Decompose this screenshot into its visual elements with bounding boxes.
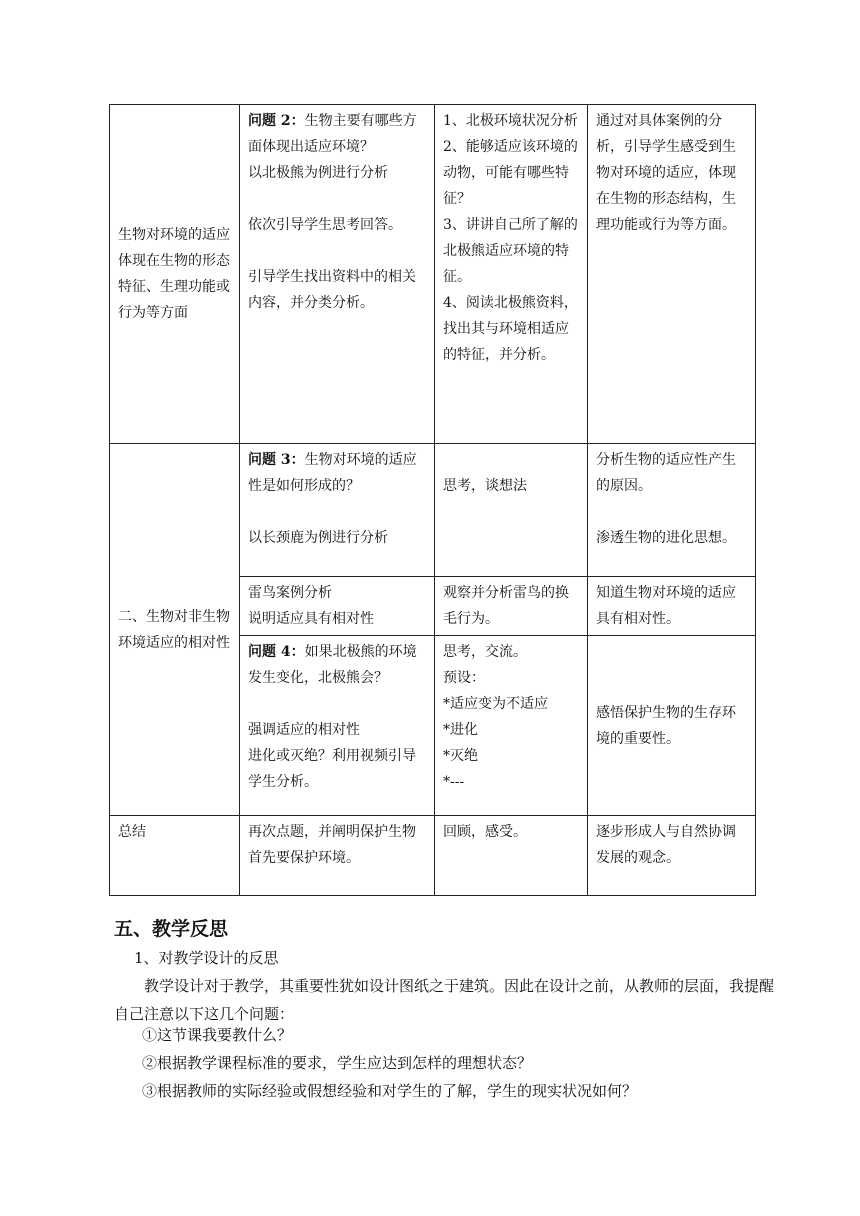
paragraph: 教学设计对于教学，其重要性犹如设计图纸之于建筑。因此在设计之前，从教师的层面，我提醒自己注意以下这几个问题：	[114, 977, 775, 1023]
question-item: ①这节课我要教什么？	[142, 1026, 293, 1044]
design-intent-cell	[588, 816, 756, 896]
stage-text: 二、生物对非生物环境适应的相对性	[118, 608, 230, 651]
teacher-line: 说明适应具有相对性	[248, 611, 374, 627]
student-line: *适应变为不适应	[443, 696, 548, 712]
section-subtitle: 1、对教学设计的反思	[134, 949, 279, 967]
teacher-line: 雷鸟案例分析	[248, 585, 332, 601]
question-label: 问题 3：	[248, 452, 305, 468]
design-intent-cell	[588, 105, 756, 444]
student-line: 3、讲讲自己所了解的北极熊适应环境的特征。	[443, 217, 578, 285]
student-line: 2、能够适应该环境的动物，可能有哪些特征？	[443, 139, 578, 207]
teacher-activity-cell	[240, 816, 435, 896]
student-line: 4、阅读北极熊资料，找出其与环境相适应的特征，并分析。	[443, 295, 578, 363]
teacher-line: 强调适应的相对性	[248, 722, 360, 738]
teacher-line: 引导学生找出资料中的相关内容，并分类分析。	[248, 269, 416, 311]
student-activity-cell	[435, 105, 588, 444]
student-line: 1、北极环境状况分析	[443, 113, 578, 129]
stage-cell	[110, 444, 240, 816]
intent-text: 分析生物的适应性产生的原因。	[596, 452, 736, 494]
teacher-line: 进化或灭绝？利用视频引导学生分析。	[248, 748, 416, 790]
teacher-activity-cell	[240, 577, 435, 636]
question-item: ③根据教师的实际经验或假想经验和对学生的了解，学生的现实状况如何？	[142, 1082, 638, 1100]
student-activity-cell	[435, 816, 588, 896]
intent-text: 逐步形成人与自然协调发展的观念。	[596, 824, 736, 866]
stage-text: 总结	[118, 824, 146, 840]
student-line: *灭绝	[443, 748, 478, 764]
student-line: *---	[443, 774, 465, 790]
table-row	[110, 816, 756, 896]
section-title: 五、教学反思	[114, 918, 229, 940]
teacher-line: 问题 4：如果北极熊的环境发生变化，北极熊会？	[248, 644, 417, 686]
teacher-line: 问题 2：生物主要有哪些方面体现出适应环境？	[248, 113, 417, 155]
teacher-line: 以长颈鹿为例进行分析	[248, 530, 388, 546]
student-activity-cell	[435, 577, 588, 636]
student-line: 回顾，感受。	[443, 824, 527, 840]
stage-cell	[110, 105, 240, 444]
teacher-line: 依次引导学生思考回答。	[248, 217, 402, 233]
student-line: 预设：	[443, 670, 485, 686]
teacher-line: 再次点题，并阐明保护生物首先要保护环境。	[248, 824, 416, 866]
question-label: 问题 2：	[248, 113, 305, 129]
lesson-plan-table	[109, 104, 756, 896]
intent-text: 通过对具体案例的分析，引导学生感受到生物对环境的适应，体现在生物的形态结构，生理功能或行为等方面。	[596, 113, 736, 233]
question-label: 问题 4：	[248, 644, 305, 660]
question-item: ②根据教学课程标准的要求，学生应达到怎样的理想状态？	[142, 1054, 533, 1072]
intent-text: 知道生物对环境的适应具有相对性。	[596, 585, 736, 627]
teacher-activity-cell	[240, 105, 435, 444]
student-line: 思考，谈想法	[443, 478, 527, 494]
table-row	[110, 105, 756, 444]
intent-text: 渗透生物的进化思想。	[596, 530, 736, 546]
stage-cell	[110, 816, 240, 896]
teacher-activity-cell	[240, 636, 435, 816]
teacher-line: 以北极熊为例进行分析	[248, 165, 388, 181]
design-intent-cell	[588, 636, 756, 816]
design-intent-cell	[588, 577, 756, 636]
student-activity-cell	[435, 636, 588, 816]
intent-text: 感悟保护生物的生存环境的重要性。	[596, 704, 736, 747]
student-line: 思考，交流。	[443, 644, 527, 660]
teacher-line: 问题 3：生物对环境的适应性是如何形成的？	[248, 452, 417, 494]
table-row	[110, 444, 756, 577]
stage-text: 生物对环境的适应体现在生物的形态特征、生理功能或行为等方面	[118, 227, 230, 321]
design-intent-cell	[588, 444, 756, 577]
student-activity-cell	[435, 444, 588, 577]
teacher-activity-cell	[240, 444, 435, 577]
student-line: *进化	[443, 722, 478, 738]
student-line: 观察并分析雷鸟的换毛行为。	[443, 585, 569, 627]
